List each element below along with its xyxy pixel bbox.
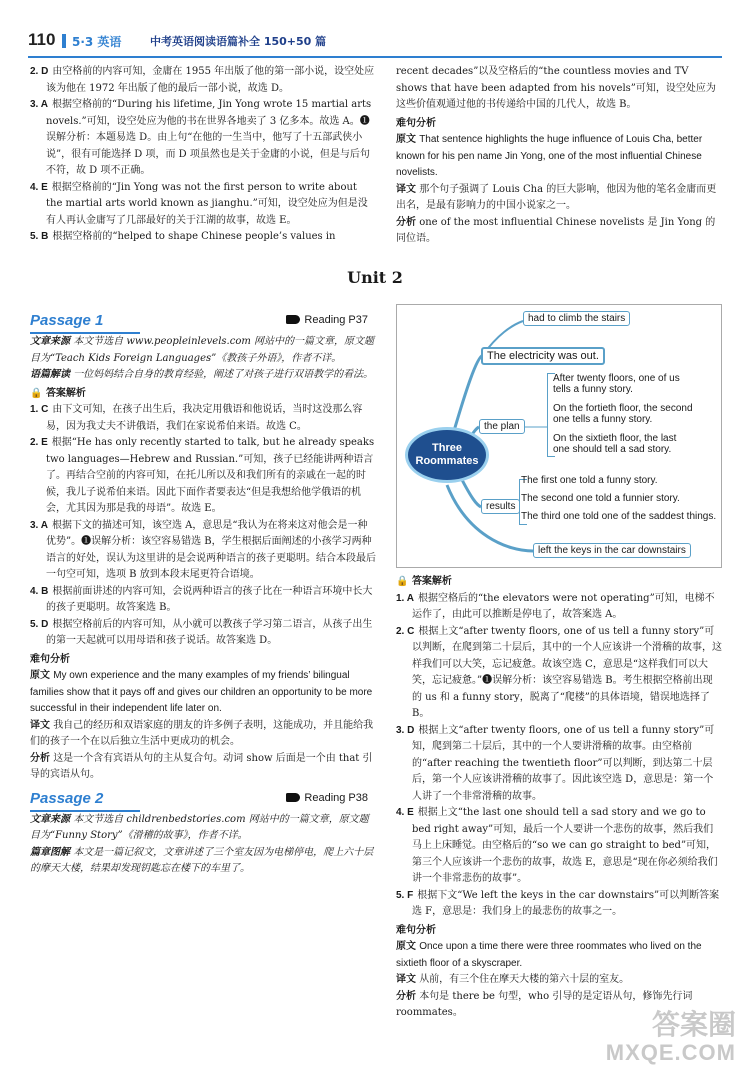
answer-item: 5. B 根据空格前的“helped to shape Chinese people’s values in — [30, 231, 336, 242]
watermark: 答案圈 MXQE.COM — [605, 1008, 736, 1065]
answer-item: 4. E 根据空格前的“Jin Yong was not the first person to write about the martial arts world known as jianghu.”可知，设空处应为但是没有人再认金庸写了几部最好的关于江湖的故事，故选 E。 — [30, 181, 368, 226]
fenxi-text: 本句是 there be 句型，who 引导的是定语从句，修饰先行词 roommates。 — [396, 990, 693, 1018]
answer-item: 3. A 根据空格前的“During his lifetime, Jin Yong wrote 15 martial arts novels.”可知，设空处应为他的书在世界各地卖了 3 亿多本。故选 A。❶误解分析：本题易选 D。由上句“在他的一生当中，他写了十五部武侠小说”，很有可能选择 D 项，而 D 项虽然也是关于金庸的小说，但是与后句不符，故 D 项不正确。 — [30, 99, 372, 176]
page-header — [0, 0, 750, 56]
reading-ref: Reading P38 — [286, 792, 368, 804]
fenxi-label: 分析 — [396, 990, 416, 1002]
yuanwen-text: My own experience and the many examples of my friends’ bilingual families show that it pays off and gives our children an opportunity to be more successful in their independent life later on. — [30, 670, 373, 714]
answer-item: 2. D 由空格前的内容可知，金庸在 1955 年出版了他的第一部小说，设空处应该为他在 1972 年出版了他的最后一部小说，故选 D。 — [30, 66, 375, 94]
header-accent-bar — [62, 34, 66, 48]
passage2-title-bar — [30, 790, 376, 812]
answer-item: 1. C 由下文可知，在孩子出生后，我决定用俄语和他说话，当时这没那么容易，因为我丈夫不讲俄语，我们在家说希伯来语。故选 C。 — [30, 404, 363, 432]
answer-item: 2. C 根据上文“after twenty floors, one of us tell a funny story”可以判断，在爬到第二十层后，其中的一个人应该讲一个滑稽的故事，这样我们可以大笑，忘记疲惫。故该空选 C，意思是“这样我们可以大笑，忘记疲惫。”❶误解分析：该空容易错选 B。考生根据空格前出现的 us 和 a funny story，脱离了“爬楼”的具体语境，错误地选择了 B。 — [396, 625, 722, 719]
summary-label: 篇章图解 — [30, 846, 70, 858]
yuanwen-text: Once upon a time there were three roommates who lived on the sixtieth floor of a skyscraper. — [396, 941, 702, 969]
source-text: 本文节选自 www.peopleinlevels.com 网站中的一篇文章，原文题目为“Teach Kids Foreign Languages”《教孩子外语》，作者不详。 — [30, 336, 375, 364]
pointing-hand-icon — [286, 315, 300, 324]
title-underline — [30, 332, 140, 334]
answer-item: 4. E 根据上文“the last one should tell a sad story and we go to bed right away”可知，最后一个人要讲一个悲伤的故事，然后我们马上上床睡觉。由空格后的“so we can go straight to bed”可知，第三个人应该讲一个悲伤的故事，故选 E，意思是“现在你必须给我们讲一个非常悲伤的故事”。 — [396, 807, 718, 884]
passage1-title: Passage 1 — [30, 312, 104, 329]
continuation-text: recent decades”以及空格后的“the countless movies and TV shows that have been adapted from his novels”可知，设空处应为这些价值观通过他的书传递给中国的几代人，故选 B。 — [396, 66, 716, 110]
yuanwen-label: 原文 — [396, 134, 416, 145]
source-text: 本文节选自 childrenbedstories.com 网站中的一篇文章，原文题目为“Funny Story”《滑稽的故事》，作者不详。 — [30, 813, 369, 841]
fenxi-label: 分析 — [396, 216, 416, 228]
source-label: 文章来源 — [30, 336, 70, 347]
fenxi-label: 分析 — [30, 752, 50, 764]
series-title: 中考英语阅读语篇补全 150+50 篇 — [150, 35, 327, 48]
yuanwen-label: 原文 — [30, 670, 50, 681]
plan-item-3: On the sixtieth floor, the last one should tell a sad story. — [553, 433, 677, 455]
left-top-answers — [30, 64, 376, 246]
source-label: 文章来源 — [30, 813, 70, 825]
summary-text: 本文是一篇记叙文，文章讲述了三个室友因为电梯停电，爬上六十层的摩天大楼，结果却发现钥匙忘在楼下的车里了。 — [30, 846, 374, 874]
summary-text: 一位妈妈结合自身的教育经验，阐述了对孩子进行双语教学的看法。 — [73, 369, 374, 380]
answer-item: 1. A 根据空格后的“the elevators were not operating”可知，电梯不运作了，由此可以推断是停电了，故答案选 A。 — [396, 592, 715, 620]
unit-title: Unit 2 — [347, 268, 403, 287]
node-plan: the plan — [479, 419, 525, 434]
header-rule — [28, 56, 722, 58]
answer-item: 3. A 根据下文的描述可知，该空选 A，意思是“我认为在将来这对他会是一种优势”。❶误解分析：该空容易错选 B，学生根据后面阐述的小孩学习两种语言的好处，误认为这里讲的是会说两种语言的孩子更聪明。结合本段最后一句空可知，选项 B 放到本段末尾更符合语境。 — [30, 519, 376, 580]
passage2-title: Passage 2 — [30, 789, 104, 807]
yiwen-label: 译文 — [396, 183, 416, 195]
fenxi-text: one of the most influential Chinese novelists 是 Jin Yong 的同位语。 — [396, 216, 716, 244]
result-item-1: The first one told a funny story. — [521, 475, 658, 486]
page-number: 110 — [28, 30, 56, 49]
plan-item-2: On the fortieth floor, the second one tells a funny story. — [553, 403, 693, 425]
difficult-sentence-heading: 难句分析 — [396, 924, 436, 936]
right-top-analysis — [396, 64, 722, 248]
node-stairs: had to climb the stairs — [523, 311, 630, 326]
node-keys: left the keys in the car downstairs — [533, 543, 691, 558]
center-node: Three Roommates — [405, 427, 489, 483]
result-item-2: The second one told a funnier story. — [521, 493, 680, 504]
yiwen-label: 译文 — [396, 974, 416, 985]
answer-item: 5. D 根据空格前后的内容可知，从小就可以教孩子学习第二语言，从孩子出生的第一天起就可以用母语和孩子说话。故答案选 D。 — [30, 618, 373, 646]
node-results: results — [481, 499, 520, 514]
yiwen-text: 那个句子强调了 Louis Cha 的巨大影响，他因为他的笔名金庸而更出名，是最有影响力的中国小说家之一。 — [396, 183, 717, 211]
node-electricity: The electricity was out. — [481, 347, 605, 365]
yiwen-text: 从前，有三个住在摩天大楼的第六十层的室友。 — [419, 974, 630, 985]
mind-map — [396, 304, 722, 568]
difficult-sentence-heading: 难句分析 — [396, 117, 436, 129]
passage1-section — [30, 308, 376, 878]
yuanwen-label: 原文 — [396, 941, 416, 952]
answer-item: 4. B 根据前面讲述的内容可知，会说两种语言的孩子比在一种语言环境中长大的孩子更聪明。故答案选 B。 — [30, 585, 373, 613]
passage2-analysis — [396, 300, 722, 1022]
yiwen-text: 我自己的经历和双语家庭的朋友的许多例子表明，这能成功，并且能给我们的孩子一个在以后独立生活中更成功的机会。 — [30, 719, 374, 747]
answer-item: 3. D 根据上文“after twenty floors, one of us tell a funny story”可知，爬到第二十层后，其中的一个人要讲滑稽的故事。由空格前的“after reaching the twentieth floor”可以判断，到达第二十层后，第一个人应该讲滑稽的故事了。因此该空选 D，意思是：第一个人讲了一个非常滑稽的故事。 — [396, 724, 715, 802]
answer-item: 5. F 根据下文“We left the keys in the car downstairs”可以判断答案选 F，意思是：我们身上的最悲伤的故事之一。 — [396, 889, 720, 917]
answer-item: 2. E 根据“He has only recently started to talk, but he already speaks two languages—Hebrew and Russian.”可知，孩子已经能讲两种语言了。再结合空前的内容可知，在托儿所以及和我们所有的亲戚在一起的时候，我儿子说希伯来语。因此下面作者要表达“但是我想给他学俄语的机会，尤其因为那是我的母语”。故选 E。 — [30, 437, 375, 514]
yuanwen-text: That sentence highlights the huge influence of Louis Cha, better known for his pen name Jin Yong, one of the most influential Chinese novelists. — [396, 134, 703, 178]
answers-heading: 🔒 答案解析 — [396, 576, 452, 587]
brand-name: 5·3 英语 — [72, 35, 122, 49]
difficult-sentence-heading: 难句分析 — [30, 653, 70, 665]
summary-label: 语篇解读 — [30, 369, 70, 380]
result-item-3: The third one told one of the saddest things. — [521, 511, 717, 522]
yiwen-label: 译文 — [30, 719, 50, 731]
plan-item-1: After twenty floors, one of us tells a funny story. — [553, 373, 680, 395]
reading-ref: Reading P37 — [286, 314, 368, 326]
pointing-hand-icon — [286, 793, 300, 802]
answers-heading: 🔒 答案解析 — [30, 387, 86, 399]
fenxi-text: 这是一个含有宾语从句的主从复合句。动词 show 后面是一个由 that 引导的宾语从句。 — [30, 752, 373, 780]
title-underline — [30, 810, 140, 812]
passage1-title-bar — [30, 312, 376, 334]
